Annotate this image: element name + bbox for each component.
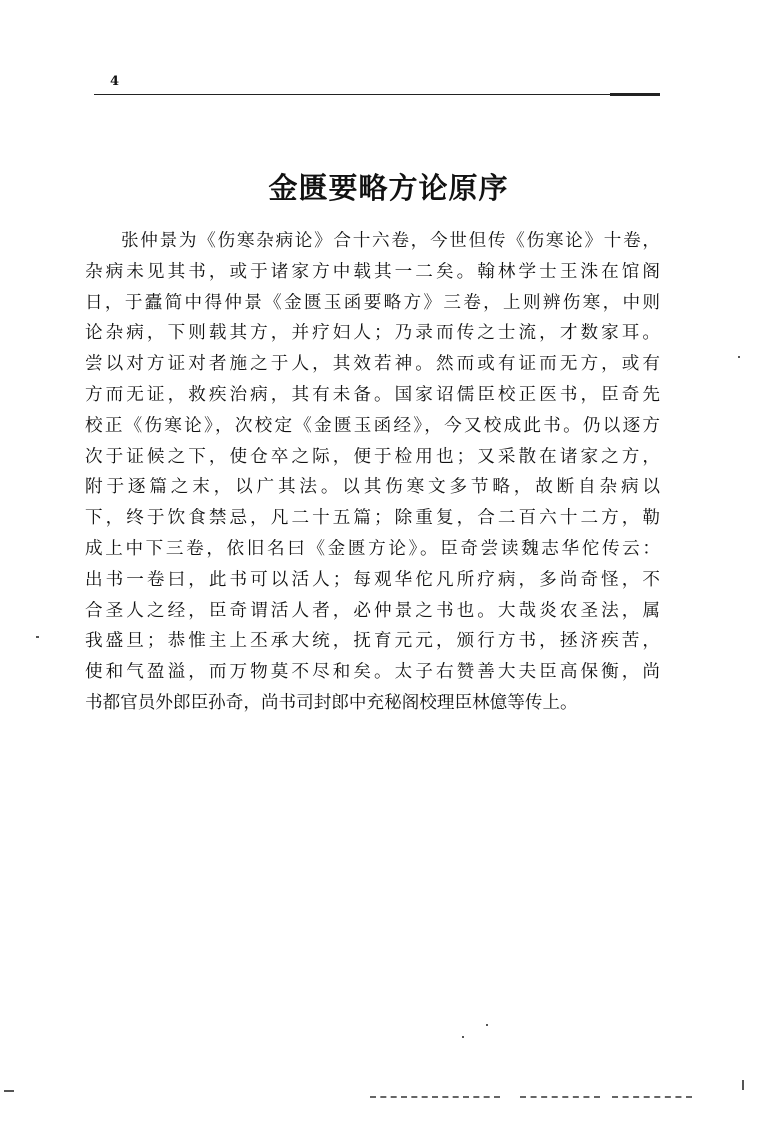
- text-line: 日，于蠹简中得仲景《金匮玉函要略方》三卷，上则辨伤寒，中则: [85, 292, 660, 313]
- text-line: 使和气盈溢，而万物莫不尽和矣。太子右赞善大夫臣高保衡，尚: [85, 662, 660, 683]
- text-line: 校正《伤寒论》，次校定《金匮玉函经》，今又校成此书。仍以逐方: [85, 415, 660, 436]
- text-line: 成上中下三卷，依旧名曰《金匮方论》。臣奇尝读魏志华佗传云：: [85, 538, 660, 559]
- page-title: 金匮要略方论原序: [268, 171, 509, 205]
- scan-mark: [520, 1096, 600, 1098]
- page-number: 4: [110, 74, 120, 89]
- text-line: 尝以对方证对者施之于人，其效若神。然而或有证而无方，或有: [85, 354, 660, 375]
- scan-speck: [4, 1090, 14, 1092]
- text-line: 我盛旦；恭惟主上丕承大统，抚育元元，颁行方书，拯济疾苦，: [85, 631, 660, 652]
- preface-body: [85, 226, 660, 719]
- text-line: 次于证候之下，使仓卒之际，便于检用也；又采散在诸家之方，: [85, 446, 660, 467]
- scan-speck: [36, 636, 39, 638]
- text-line: 下，终于饮食禁忌，凡二十五篇；除重复，合二百六十二方，勒: [85, 508, 660, 529]
- header-rule: [94, 94, 660, 95]
- header-rule-accent: [610, 93, 660, 96]
- scan-mark: [612, 1096, 692, 1098]
- scan-speck: [742, 1080, 744, 1090]
- text-line: 合圣人之经，臣奇谓活人者，必仲景之书也。大哉炎农圣法，属: [85, 600, 660, 621]
- text-line: 书都官员外郎臣孙奇，尚书司封郎中充秘阁校理臣林億等传上。: [85, 692, 578, 713]
- text-line: 出书一卷曰，此书可以活人；每观华佗凡所疗病，多尚奇怪，不: [85, 569, 660, 590]
- scan-mark: [370, 1096, 500, 1098]
- scan-speck: [486, 1024, 488, 1026]
- scan-speck: [738, 356, 740, 358]
- text-line: 杂病未见其书，或于诸家方中载其一二矣。翰林学士王洙在馆阁: [85, 261, 660, 282]
- text-line: 附于逐篇之末，以广其法。以其伤寒文多节略，故断自杂病以: [85, 477, 660, 498]
- text-line: 张仲景为《伤寒杂病论》合十六卷，今世但传《伤寒论》十卷，: [121, 231, 660, 251]
- scan-speck: [462, 1036, 464, 1038]
- text-line: 论杂病，下则载其方，并疗妇人；乃录而传之士流，才数家耳。: [85, 323, 660, 344]
- text-line: 方而无证，救疾治病，其有未备。国家诏儒臣校正医书，臣奇先: [85, 384, 660, 405]
